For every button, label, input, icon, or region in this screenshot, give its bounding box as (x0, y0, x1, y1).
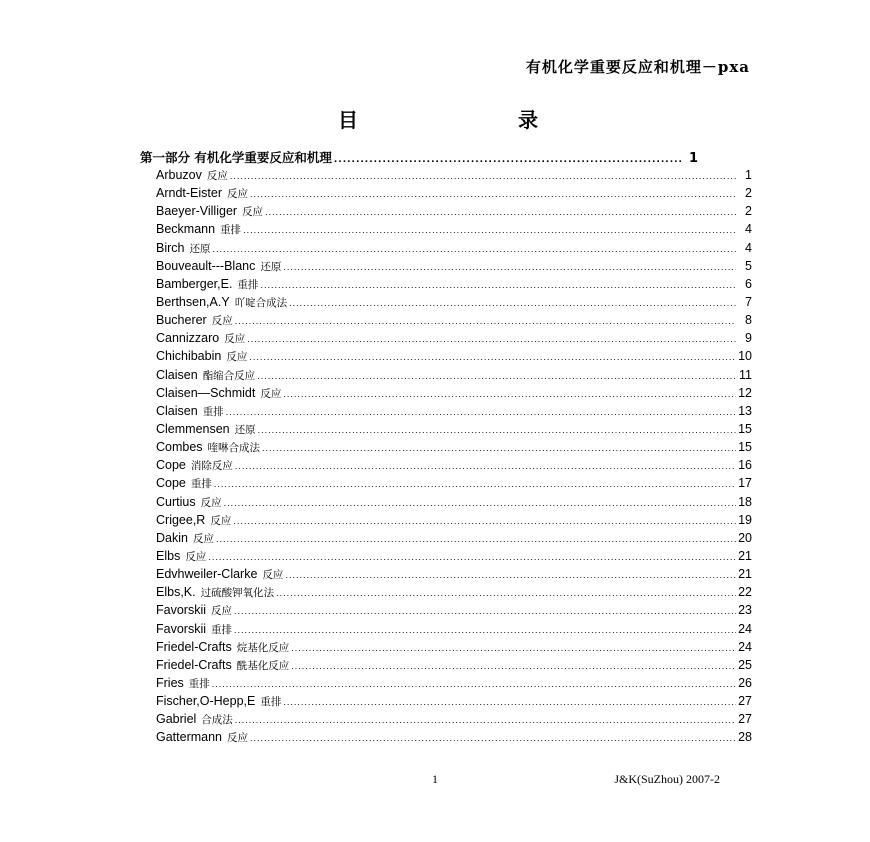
toc-entry-name: Baeyer-Villiger (156, 204, 238, 219)
toc-entry-type: 重排 (260, 696, 282, 709)
toc-entry[interactable] (156, 222, 752, 240)
toc-entry[interactable] (156, 277, 752, 295)
toc-entry-label (156, 694, 281, 709)
toc-entry-name: Fischer,O-Hepp,E (156, 694, 256, 709)
toc-entry-page: 10 (738, 349, 752, 364)
table-of-contents (140, 148, 752, 749)
toc-entry[interactable] (156, 495, 752, 513)
toc-leader-dots (235, 715, 736, 725)
toc-entry-type: 重排 (190, 478, 212, 491)
toc-leader-dots (334, 155, 682, 165)
toc-entry-label (156, 495, 222, 510)
toc-entry-label (156, 295, 287, 310)
toc-entry[interactable] (156, 531, 752, 549)
toc-title (338, 104, 538, 133)
toc-entry-page: 22 (738, 585, 752, 600)
toc-entry-page: 20 (738, 530, 752, 545)
toc-entry-page: 2 (745, 186, 752, 201)
toc-entry-type: 反应 (206, 170, 228, 182)
toc-entry-name: Elbs (156, 548, 181, 563)
toc-entry-type: 重排 (211, 623, 233, 636)
toc-entry-page: 11 (739, 367, 752, 382)
toc-entry-page: 4 (745, 240, 752, 255)
toc-entry-name: Claisen—Schmidt (156, 385, 256, 400)
toc-entry-name: Beckmann (156, 222, 216, 237)
toc-entry-type: 反应 (262, 569, 284, 582)
toc-entry-page: 13 (738, 403, 752, 418)
toc-entry-page: 23 (738, 603, 752, 618)
toc-entry-page: 19 (738, 512, 752, 527)
toc-entry-page: 28 (738, 730, 752, 745)
toc-entry-label (156, 386, 281, 401)
toc-entry-label (156, 404, 224, 419)
toc-entry[interactable] (156, 676, 752, 694)
toc-entry-label (156, 241, 210, 256)
toc-entry-type: 重排 (188, 677, 210, 690)
toc-entry-name: Gabriel (156, 712, 197, 727)
toc-entry[interactable] (156, 730, 752, 748)
toc-entry[interactable] (156, 712, 752, 730)
toc-entry-page: 2 (745, 204, 752, 219)
toc-entry-type: 反应 (185, 550, 207, 563)
toc-entry-type: 反应 (227, 188, 248, 201)
toc-entry-label (156, 531, 214, 546)
toc-leader-dots (233, 516, 736, 526)
toc-entry-label (156, 567, 283, 582)
toc-leader-dots (212, 244, 736, 254)
toc-entry-name: Cope (156, 458, 186, 473)
toc-entry-label (156, 422, 256, 437)
toc-leader-dots (250, 189, 736, 199)
toc-entry-name: Dakin (156, 530, 188, 545)
toc-entry-label (156, 658, 289, 673)
toc-entry-name: Claisen (156, 367, 198, 382)
toc-entry[interactable] (156, 422, 752, 440)
toc-entry-type: 喹啉合成法 (207, 442, 261, 455)
toc-entry-type: 反应 (192, 532, 214, 545)
toc-leader-dots (234, 625, 736, 635)
toc-entry-page: 7 (745, 294, 752, 309)
toc-entry[interactable] (156, 349, 752, 367)
toc-entry-name: Arbuzov (156, 168, 202, 182)
toc-entry-name: Berthsen,A.Y (156, 294, 230, 309)
toc-leader-dots (250, 733, 736, 743)
toc-entry-type: 反应 (224, 333, 246, 346)
toc-leader-dots (224, 498, 736, 508)
toc-entry-name: Favorskii (156, 621, 207, 636)
toc-leader-dots (257, 371, 736, 381)
toc-entry[interactable] (156, 204, 752, 222)
toc-entry[interactable] (156, 458, 752, 476)
toc-entry-type: 反应 (226, 351, 248, 364)
toc-entry-label (156, 259, 281, 274)
toc-entry[interactable] (156, 549, 752, 567)
toc-entry-page: 12 (738, 385, 752, 400)
toc-entry-name: Cope (156, 476, 186, 491)
toc-entry-label (156, 476, 212, 491)
toc-entry-label (156, 313, 233, 328)
toc-leader-dots (283, 262, 736, 272)
toc-entry-page: 21 (738, 567, 752, 582)
toc-title-right: 录 (518, 108, 538, 132)
toc-entry-page: 25 (738, 657, 752, 672)
toc-leader-dots (247, 334, 736, 344)
toc-entry[interactable] (156, 168, 752, 186)
toc-title-left: 目 (338, 108, 358, 132)
toc-entry-label (156, 368, 255, 383)
toc-leader-dots (208, 552, 736, 562)
toc-entry-label (156, 440, 260, 455)
toc-entry-name: Bouveault---Blanc (156, 258, 256, 273)
toc-entry-page: 4 (745, 222, 752, 237)
toc-entry-page: 26 (738, 675, 752, 690)
toc-entry-name: Gattermann (156, 730, 223, 745)
toc-entry-page: 9 (745, 331, 752, 346)
toc-leader-dots (214, 479, 736, 489)
toc-leader-dots (212, 679, 736, 689)
toc-entry-name: Arndt-Eister (156, 186, 222, 201)
toc-entry-page: 16 (738, 458, 752, 473)
toc-entry-name: Friedel-Crafts (156, 657, 232, 672)
toc-entry-type: 吖啶合成法 (234, 296, 288, 309)
toc-entry-type: 烷基化反应 (236, 641, 290, 654)
toc-entry[interactable] (156, 259, 752, 277)
toc-entry-label (156, 640, 289, 655)
toc-entry-label (156, 603, 232, 618)
toc-entry-name: Chichibabin (156, 349, 222, 364)
toc-leader-dots (291, 661, 736, 671)
toc-entry-page: 5 (745, 258, 752, 273)
toc-entry-label (156, 222, 241, 237)
toc-entry-page: 21 (738, 548, 752, 563)
toc-entry-name: Cannizzaro (156, 331, 220, 346)
toc-entry-page: 17 (738, 476, 752, 491)
toc-entry-page: 15 (738, 421, 752, 436)
toc-entry[interactable] (156, 440, 752, 458)
toc-leader-dots (291, 643, 736, 653)
toc-entry[interactable] (156, 313, 752, 331)
toc-entry-type: 酰基化反应 (236, 659, 290, 672)
toc-entry-page: 27 (738, 694, 752, 709)
toc-entry-name: Friedel-Crafts (156, 639, 232, 654)
toc-entry-type: 反应 (260, 387, 282, 400)
toc-entry-label (156, 331, 245, 346)
toc-part-label: 第一部分 有机化学重要反应和机理 (140, 150, 332, 165)
toc-leader-dots (289, 298, 736, 308)
toc-leader-dots (285, 570, 736, 580)
toc-leader-dots (216, 534, 736, 544)
toc-entry-page: 8 (745, 313, 752, 328)
toc-entry-page: 24 (738, 639, 752, 654)
toc-entry-name: Curtius (156, 494, 196, 509)
toc-entry[interactable] (156, 295, 752, 313)
toc-entry[interactable] (156, 476, 752, 494)
toc-part-heading[interactable] (140, 148, 752, 168)
toc-entry-page: 1 (745, 168, 752, 182)
footer-page-number: 1 (432, 772, 438, 786)
running-header: 有机化学重要反应和机理－pxa (525, 58, 750, 76)
toc-leader-dots (262, 443, 736, 453)
toc-entry-type: 还原 (234, 423, 256, 436)
toc-leader-dots (249, 352, 736, 362)
toc-entry-type: 消除反应 (190, 460, 233, 473)
toc-entry-type: 还原 (189, 242, 211, 255)
toc-entry-name: Elbs,K. (156, 585, 196, 600)
toc-entry[interactable] (156, 241, 752, 259)
toc-leader-dots (226, 407, 736, 417)
toc-entry-name: Fries (156, 675, 184, 690)
toc-leader-dots (234, 606, 736, 616)
footer-publisher: J&K(SuZhou) 2007-2 (614, 772, 720, 786)
toc-entry[interactable] (156, 386, 752, 404)
toc-leader-dots (243, 225, 736, 235)
toc-entry-label (156, 277, 258, 292)
toc-entry-type: 重排 (202, 405, 224, 418)
toc-entry-page: 27 (738, 712, 752, 727)
toc-leader-dots (276, 588, 736, 598)
toc-entry[interactable] (156, 567, 752, 585)
toc-entry-type: 重排 (237, 278, 259, 291)
toc-entry-page: 15 (738, 440, 752, 455)
toc-entry-label (156, 585, 274, 600)
toc-entry-type: 反应 (210, 514, 232, 527)
toc-entry[interactable] (156, 622, 752, 640)
toc-entry-name: Edvhweiler-Clarke (156, 567, 258, 582)
toc-leader-dots (235, 316, 736, 326)
toc-entry[interactable] (156, 658, 752, 676)
toc-entry[interactable] (156, 186, 752, 204)
toc-entry-name: Bucherer (156, 313, 207, 328)
toc-entry-label (156, 676, 210, 691)
toc-entry-label (156, 349, 247, 364)
toc-entry[interactable] (156, 694, 752, 712)
toc-leader-dots (260, 280, 736, 290)
toc-leader-dots (235, 461, 736, 471)
toc-entry-type: 还原 (260, 260, 282, 273)
toc-entry-name: Claisen (156, 403, 198, 418)
toc-entry-type: 反应 (227, 732, 249, 745)
toc-entry-name: Crigee,R (156, 512, 206, 527)
toc-entry-name: Combes (156, 440, 203, 455)
toc-entry-name: Bamberger,E. (156, 276, 233, 291)
toc-entry-label (156, 712, 233, 727)
toc-entry-type: 过硫酸钾氧化法 (200, 587, 275, 600)
toc-entry-type: 酯缩合反应 (202, 369, 256, 382)
toc-leader-dots (283, 389, 736, 399)
toc-entry[interactable] (156, 404, 752, 422)
toc-leader-dots (258, 425, 736, 435)
toc-entry-type: 反应 (211, 605, 233, 618)
toc-part-page: 1 (688, 151, 698, 166)
toc-entry-label (156, 168, 228, 183)
toc-entry[interactable] (156, 585, 752, 603)
toc-entry-page: 24 (738, 621, 752, 636)
toc-entry-name: Clemmensen (156, 421, 230, 436)
toc-entry[interactable] (156, 513, 752, 531)
toc-entry-name: Birch (156, 240, 185, 255)
toc-leader-dots (265, 207, 736, 217)
toc-entry-type: 反应 (211, 315, 233, 328)
toc-entry-type: 反应 (242, 206, 264, 219)
toc-entry[interactable] (156, 368, 752, 386)
toc-entry-page: 6 (745, 276, 752, 291)
toc-entry-type: 合成法 (201, 714, 233, 727)
toc-entry-label (156, 458, 233, 473)
toc-entry[interactable] (156, 603, 752, 621)
toc-leader-dots (283, 697, 736, 707)
toc-entry-label (156, 513, 231, 528)
toc-entry[interactable] (156, 331, 752, 349)
toc-leader-dots (230, 171, 736, 181)
toc-entry-type: 重排 (220, 224, 242, 237)
toc-entry-list (140, 168, 752, 749)
toc-entry-label (156, 730, 248, 745)
toc-entry-label (156, 186, 248, 201)
toc-entry-label (156, 622, 232, 637)
toc-entry[interactable] (156, 640, 752, 658)
toc-entry-label (156, 549, 206, 564)
toc-entry-page: 18 (738, 494, 752, 509)
toc-entry-label (156, 204, 263, 219)
toc-entry-type: 反应 (200, 496, 222, 509)
toc-entry-name: Favorskii (156, 603, 207, 618)
